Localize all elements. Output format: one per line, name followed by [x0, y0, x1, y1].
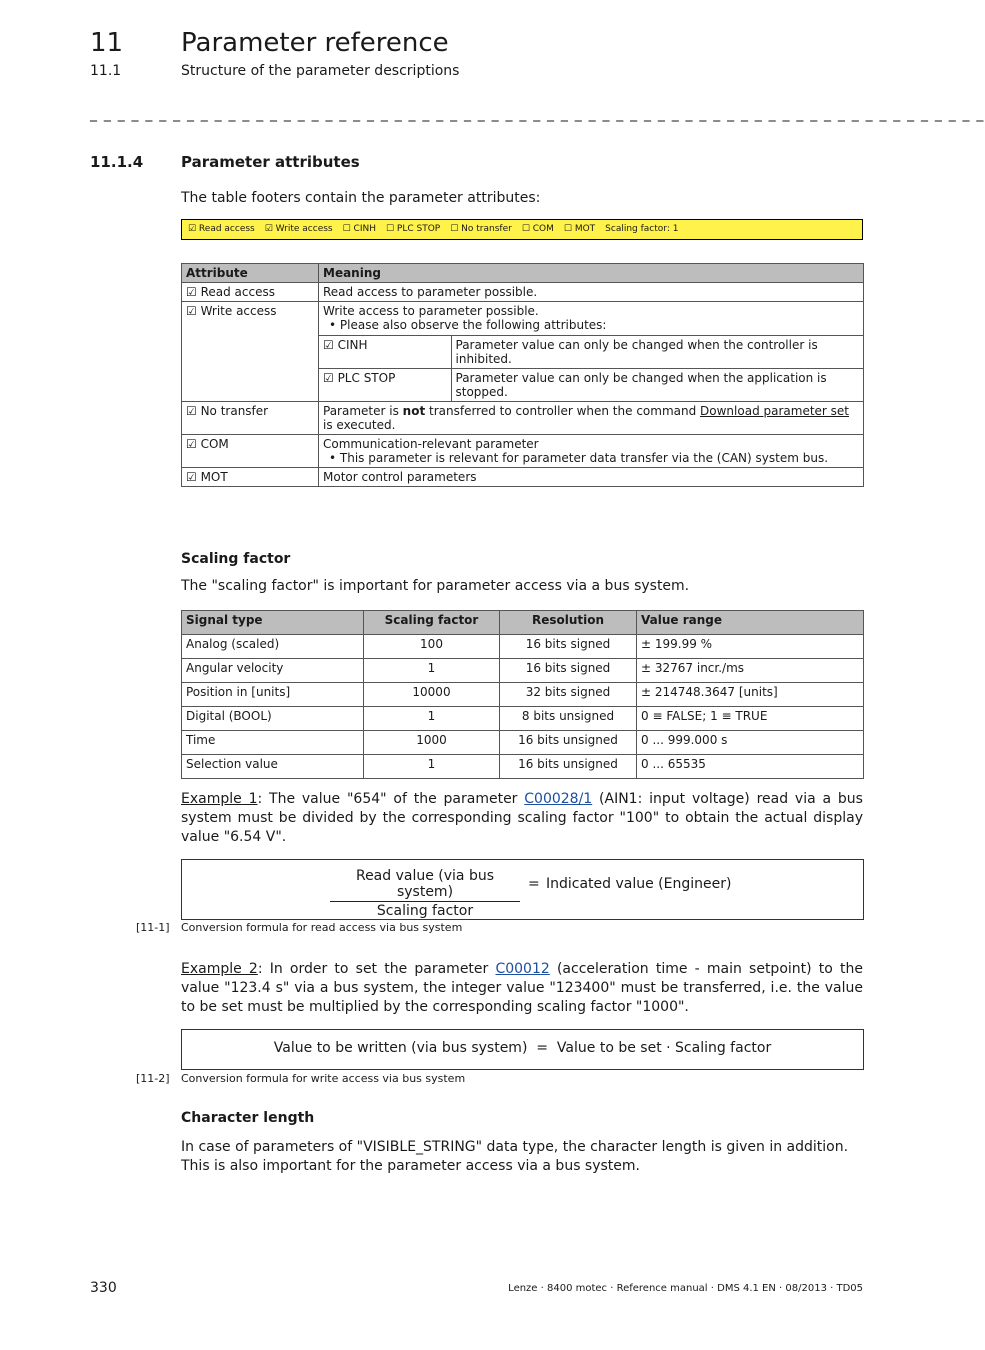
character-length-heading: Character length: [181, 1110, 315, 1126]
attr-mot: ☑ MOT: [182, 468, 319, 487]
scaling-factor-cell: 100: [364, 635, 500, 659]
write-access-bullet: • Please also observe the following attributes:: [329, 318, 607, 332]
table-row: [182, 302, 864, 402]
resolution-cell: 16 bits unsigned: [500, 755, 637, 779]
header-separator: _ _ _ _ _ _ _ _ _ _ _ _ _ _ _ _ _ _ _ _ _ _ _ _ _ _ _ _ _ _ _ _ _ _ _ _ _ _ _ _ _ _ _ _ _ _ _ _ _ _ _ _ _ _ _ _ _ _ _ _ _ _ _ _ _: [90, 106, 985, 122]
header-resolution: Resolution: [500, 611, 637, 635]
attribute-footer-bar: [181, 219, 863, 240]
footer-write-access: ☑ Write access: [264, 224, 333, 234]
signal-type-cell: Digital (BOOL): [182, 707, 364, 731]
formula-2-caption-number: [11-2]: [136, 1072, 170, 1085]
table-row: [182, 731, 864, 755]
subsection-title: Parameter attributes: [181, 153, 360, 171]
formula-1-fraction: [330, 868, 520, 919]
no-transfer-text-pre: Parameter is: [323, 404, 403, 418]
example-2-text-post: (acceleration time - main setpoint) to the value "123.4 s" via a bus system, the integer value "123400" must be transferred, i.e. the value to be set must be multiplied by the corresponding scaling factor "1000".: [181, 961, 863, 1015]
intro-text: The table footers contain the parameter attributes:: [181, 190, 541, 206]
download-parameter-set-link[interactable]: Download parameter set: [700, 404, 849, 418]
example-1-text-post: (AIN1: input voltage) read via a bus system must be divided by the corresponding scaling factor "100" to obtain the actual display value "6.54 V".: [181, 791, 863, 845]
signal-type-cell: Selection value: [182, 755, 364, 779]
meaning-read-access: Read access to parameter possible.: [319, 283, 864, 302]
scaling-factor-cell: 1: [364, 707, 500, 731]
scaling-factor-cell: 1000: [364, 731, 500, 755]
meaning-com: [319, 435, 864, 468]
no-transfer-text-post: is executed.: [323, 418, 396, 432]
meaning-mot: Motor control parameters: [319, 468, 864, 487]
com-bullet: • This parameter is relevant for parameter data transfer via the (CAN) system bus.: [329, 451, 829, 465]
resolution-cell: 8 bits unsigned: [500, 707, 637, 731]
resolution-cell: 16 bits signed: [500, 659, 637, 683]
example-2-paragraph: [181, 960, 863, 1017]
value-range-cell: 0 ... 65535: [637, 755, 864, 779]
header-attribute: Attribute: [182, 264, 319, 283]
write-sub-table: [319, 335, 863, 401]
example-2-label: Example 2: [181, 961, 258, 977]
resolution-cell: 16 bits unsigned: [500, 731, 637, 755]
value-range-cell: 0 ... 999.000 s: [637, 731, 864, 755]
example-1-label: Example 1: [181, 791, 258, 807]
formula-2-text: Value to be written (via bus system) = Value to be set · Scaling factor: [273, 1040, 772, 1056]
value-range-cell: 0 ≡ FALSE; 1 ≡ TRUE: [637, 707, 864, 731]
value-range-cell: ± 199.99 %: [637, 635, 864, 659]
formula-1-denominator: Scaling factor: [376, 903, 474, 919]
document-info: Lenze · 8400 motec · Reference manual · DMS 4.1 EN · 08/2013 · TD05: [508, 1283, 863, 1294]
value-range-cell: ± 32767 incr./ms: [637, 659, 864, 683]
scaling-heading: Scaling factor: [181, 551, 291, 567]
formula-1-caption-number: [11-1]: [136, 921, 170, 934]
scaling-text: The "scaling factor" is important for parameter access via a bus system.: [181, 578, 690, 594]
table-row: [182, 683, 864, 707]
formula-1-numerator: Read value (via bus system): [330, 868, 520, 902]
section-title: Structure of the parameter descriptions: [181, 63, 460, 79]
chapter-number: 11: [90, 28, 124, 58]
value-range-cell: ± 214748.3647 [units]: [637, 683, 864, 707]
formula-2-caption: Conversion formula for write access via bus system: [181, 1072, 466, 1085]
com-text: Communication-relevant parameter: [323, 437, 539, 451]
signal-type-cell: Angular velocity: [182, 659, 364, 683]
formula-1-box: [181, 859, 864, 920]
footer-read-access: ☑ Read access: [188, 224, 255, 234]
formula-1-equals: =: [528, 876, 540, 892]
scaling-factor-cell: 10000: [364, 683, 500, 707]
attr-com: ☑ COM: [182, 435, 319, 468]
table-row: [182, 435, 864, 468]
resolution-cell: 32 bits signed: [500, 683, 637, 707]
header-signal-type: Signal type: [182, 611, 364, 635]
c00028-link[interactable]: C00028/1: [524, 791, 593, 807]
footer-no-transfer: ☐ No transfer: [450, 224, 512, 234]
footer-com: ☐ COM: [521, 224, 554, 234]
scaling-table: [181, 610, 864, 779]
signal-type-cell: Position in [units]: [182, 683, 364, 707]
meaning-write-access: [319, 302, 864, 402]
meaning-plc-stop: Parameter value can only be changed when the application is stopped.: [451, 369, 863, 402]
scaling-factor-cell: 1: [364, 755, 500, 779]
formula-2-box: [181, 1029, 864, 1070]
page-number: 330: [90, 1280, 117, 1296]
write-access-text: Write access to parameter possible.: [323, 304, 539, 318]
attr-plc-stop: ☑ PLC STOP: [319, 369, 451, 402]
c00012-link[interactable]: C00012: [495, 961, 550, 977]
signal-type-cell: Analog (scaled): [182, 635, 364, 659]
table-row: [182, 402, 864, 435]
header-scaling-factor: Scaling factor: [364, 611, 500, 635]
attr-write-access: ☑ Write access: [182, 302, 319, 402]
attr-read-access: ☑ Read access: [182, 283, 319, 302]
character-length-text: In case of parameters of "VISIBLE_STRING" data type, the character length is given in addition. This is also important for the parameter access via a bus system.: [181, 1139, 849, 1174]
attribute-table: [181, 263, 864, 487]
footer-mot: ☐ MOT: [563, 224, 596, 234]
table-row: [182, 635, 864, 659]
header-value-range: Value range: [637, 611, 864, 635]
footer-scaling-factor: Scaling factor: 1: [605, 224, 679, 234]
formula-1-caption: Conversion formula for read access via bus system: [181, 921, 463, 934]
no-transfer-text-mid: transferred to controller when the command: [425, 404, 701, 418]
resolution-cell: 16 bits signed: [500, 635, 637, 659]
meaning-cinh: Parameter value can only be changed when the controller is inhibited.: [451, 336, 863, 369]
formula-1-result: Indicated value (Engineer): [546, 876, 732, 892]
example-1-text-pre: : The value "654" of the parameter: [257, 791, 525, 807]
subsection-number: 11.1.4: [90, 153, 144, 171]
table-row: [182, 468, 864, 487]
section-number: 11.1: [90, 63, 122, 79]
header-meaning: Meaning: [319, 264, 864, 283]
signal-type-cell: Time: [182, 731, 364, 755]
example-1-paragraph: [181, 790, 863, 847]
table-row: [182, 283, 864, 302]
no-transfer-bold: not: [402, 404, 426, 418]
footer-cinh: ☐ CINH: [342, 224, 376, 234]
footer-plc-stop: ☐ PLC STOP: [386, 224, 441, 234]
attr-cinh: ☑ CINH: [319, 336, 451, 369]
table-row: [182, 659, 864, 683]
chapter-title: Parameter reference: [181, 28, 449, 58]
example-2-text-pre: : In order to set the parameter: [257, 961, 496, 977]
table-row: [182, 707, 864, 731]
attr-no-transfer: ☑ No transfer: [182, 402, 319, 435]
meaning-no-transfer: [319, 402, 864, 435]
table-row: [182, 755, 864, 779]
scaling-factor-cell: 1: [364, 659, 500, 683]
